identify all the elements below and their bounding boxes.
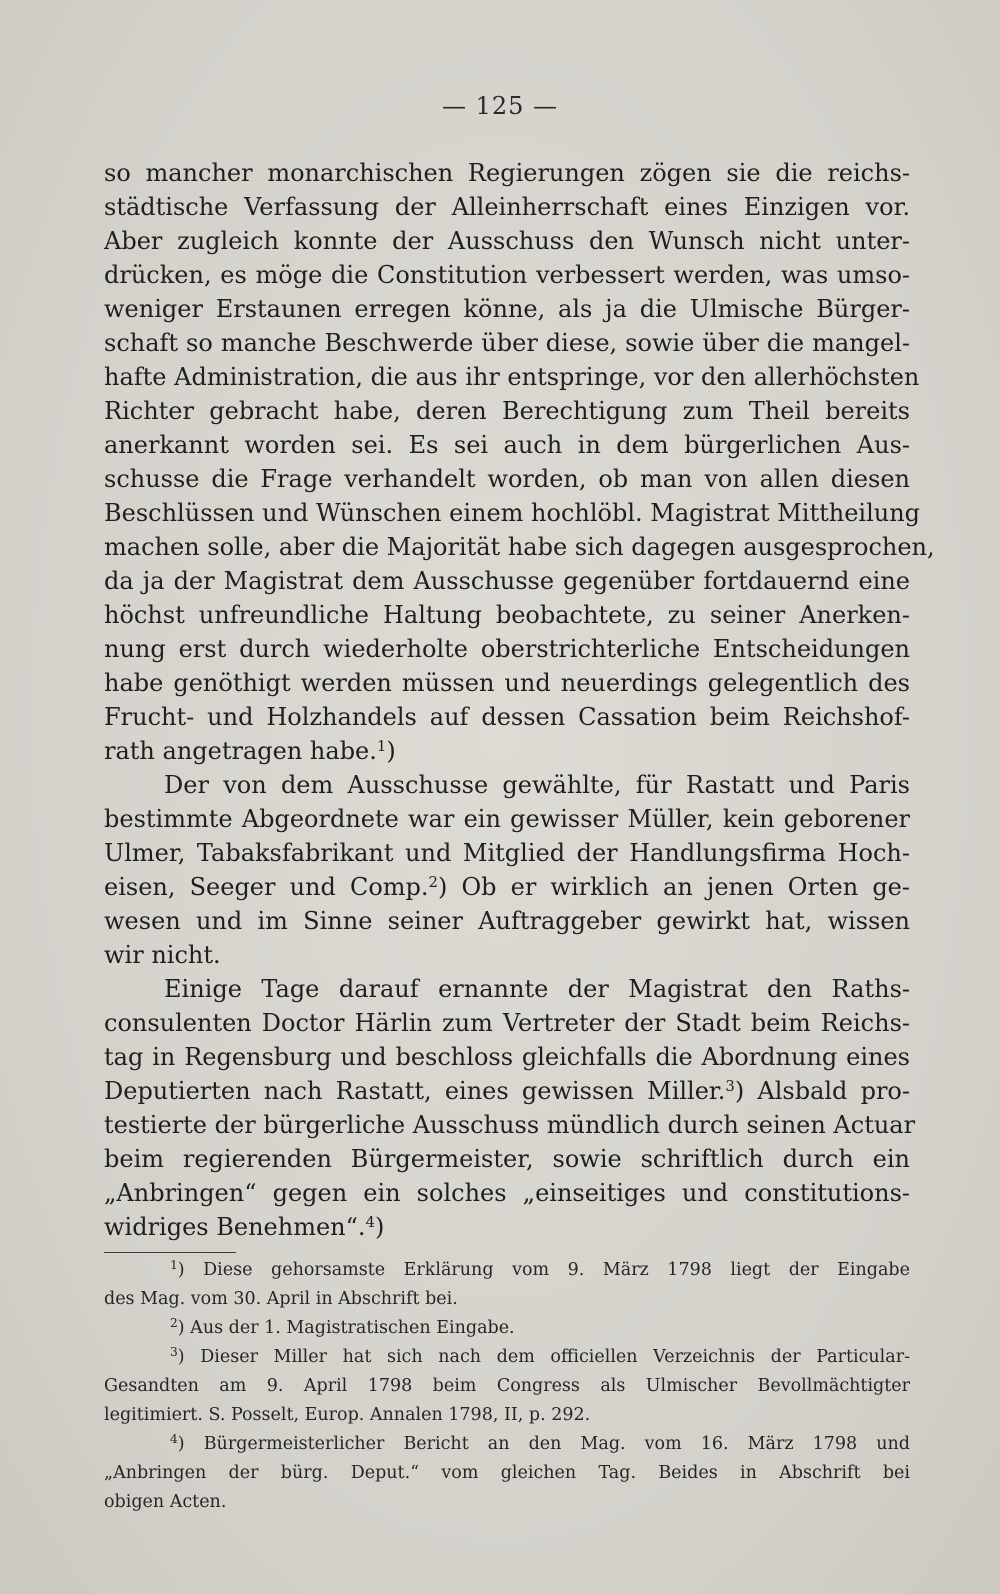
text-line: hafte Administration, die aus ihr entspringe, vor den allerhöchsten (104, 363, 920, 391)
footnote-marker: 2 (170, 1315, 178, 1330)
text-line: anerkannt worden sei. Es sei auch in dem bürgerlichen Aus- (104, 431, 910, 459)
footnote-line: obigen Acten. (104, 1492, 227, 1512)
text-line: so mancher monarchischen Regierungen zögen sie die reichs- (104, 159, 910, 187)
footnote-ref[interactable]: 3 (725, 1076, 735, 1095)
text-line: schaft so manche Beschwerde über diese, sowie über die mangel- (104, 329, 910, 357)
footnote-divider (104, 1252, 236, 1253)
footnote-ref[interactable]: 2 (428, 872, 439, 891)
footnote-line: $^4$) Bürgermeisterlicher Bericht an den Mag. vom 16. März 1798 und (170, 1431, 910, 1454)
text-line: schusse die Frage verhandelt worden, ob man von allen diesen (104, 465, 910, 493)
footnote-line: Gesandten am 9. April 1798 beim Congress als Ulmischer Bevollmächtigter (104, 1376, 910, 1396)
text-line: Der von dem Ausschusse gewählte, für Rastatt und Paris (164, 771, 910, 799)
text-line: wir nicht. (104, 941, 221, 969)
text-line: Richter gebracht habe, deren Berechtigung zum Theil bereits (104, 397, 910, 425)
page-number: — 125 — (441, 92, 559, 120)
text-line: Frucht- und Holzhandels auf dessen Cassation beim Reichshof- (104, 703, 910, 731)
footnote-line: $^2$) Aus der 1. Magistratischen Eingabe. (170, 1315, 515, 1338)
footnote-line: „Anbringen der bürg. Deput.“ vom gleichen Tag. Beides in Abschrift bei (104, 1463, 910, 1483)
text-line: testierte der bürgerliche Ausschuss mündlich durch seinen Actuar (104, 1111, 916, 1139)
footnote-marker: 4 (170, 1431, 178, 1446)
text-line: machen solle, aber die Majorität habe sich dagegen ausgesprochen, (104, 533, 935, 561)
footnote-line: legitimiert. S. Posselt, Europ. Annalen 1798, II, p. 292. (104, 1405, 591, 1425)
footnote-ref[interactable]: 4 (365, 1212, 375, 1231)
text-line: eisen, Seeger und Comp.$^2$) Ob er wirklich an jenen Orten ge- (104, 872, 910, 901)
footnote-ref[interactable]: 1 (376, 736, 387, 755)
text-line: rath angetragen habe.$^1$) (104, 736, 396, 765)
text-line: „Anbringen“ gegen ein solches „einseitiges und constitutions- (104, 1179, 910, 1207)
text-line: beim regierenden Bürgermeister, sowie schriftlich durch ein (104, 1145, 910, 1173)
footnote-line: $^3$) Dieser Miller hat sich nach dem officiellen Verzeichnis der Particular- (170, 1344, 910, 1367)
text-line: tag in Regensburg und beschloss gleichfalls die Abordnung eines (104, 1043, 910, 1071)
text-line: consulenten Doctor Härlin zum Vertreter der Stadt beim Reichs- (104, 1009, 910, 1037)
text-line: weniger Erstaunen erregen könne, als ja die Ulmische Bürger- (104, 295, 910, 323)
text-line: höchst unfreundliche Haltung beobachtete, zu seiner Anerken- (104, 601, 910, 629)
footnote-line: des Mag. vom 30. April in Abschrift bei. (104, 1289, 458, 1309)
footnotes (104, 1256, 910, 1517)
text-line: bestimmte Abgeordnete war ein gewisser Müller, kein geborener (104, 805, 910, 833)
text-line: Aber zugleich konnte der Ausschuss den Wunsch nicht unter- (104, 227, 910, 255)
text-line: Deputierten nach Rastatt, eines gewissen Miller.$^3$) Alsbald pro- (104, 1076, 910, 1105)
text-line: wesen und im Sinne seiner Auftraggeber gewirkt hat, wissen (104, 907, 910, 935)
text-line: drücken, es möge die Constitution verbessert werden, was umso- (104, 261, 910, 289)
main-text (104, 156, 935, 1244)
footnote-line: $^1$) Diese gehorsamste Erklärung vom 9. März 1798 liegt der Eingabe (170, 1257, 910, 1280)
text-line: städtische Verfassung der Alleinherrschaft eines Einzigen vor. (104, 193, 910, 221)
text-line: da ja der Magistrat dem Ausschusse gegenüber fortdauernd eine (104, 567, 910, 595)
text-line: habe genöthigt werden müssen und neuerdings gelegentlich des (104, 669, 910, 697)
footnote-marker: 3 (170, 1344, 178, 1359)
text-line: Einige Tage darauf ernannte der Magistrat den Raths- (164, 975, 910, 1003)
footnote-marker: 1 (170, 1257, 178, 1272)
text-line: widriges Benehmen“.$^4$) (104, 1212, 385, 1241)
text-line: Beschlüssen und Wünschen einem hochlöbl. Magistrat Mittheilung (104, 499, 921, 527)
text-line: Ulmer, Tabaksfabrikant und Mitglied der Handlungsfirma Hoch- (104, 839, 910, 867)
text-line: nung erst durch wiederholte oberstrichterliche Entscheidungen (104, 635, 910, 663)
